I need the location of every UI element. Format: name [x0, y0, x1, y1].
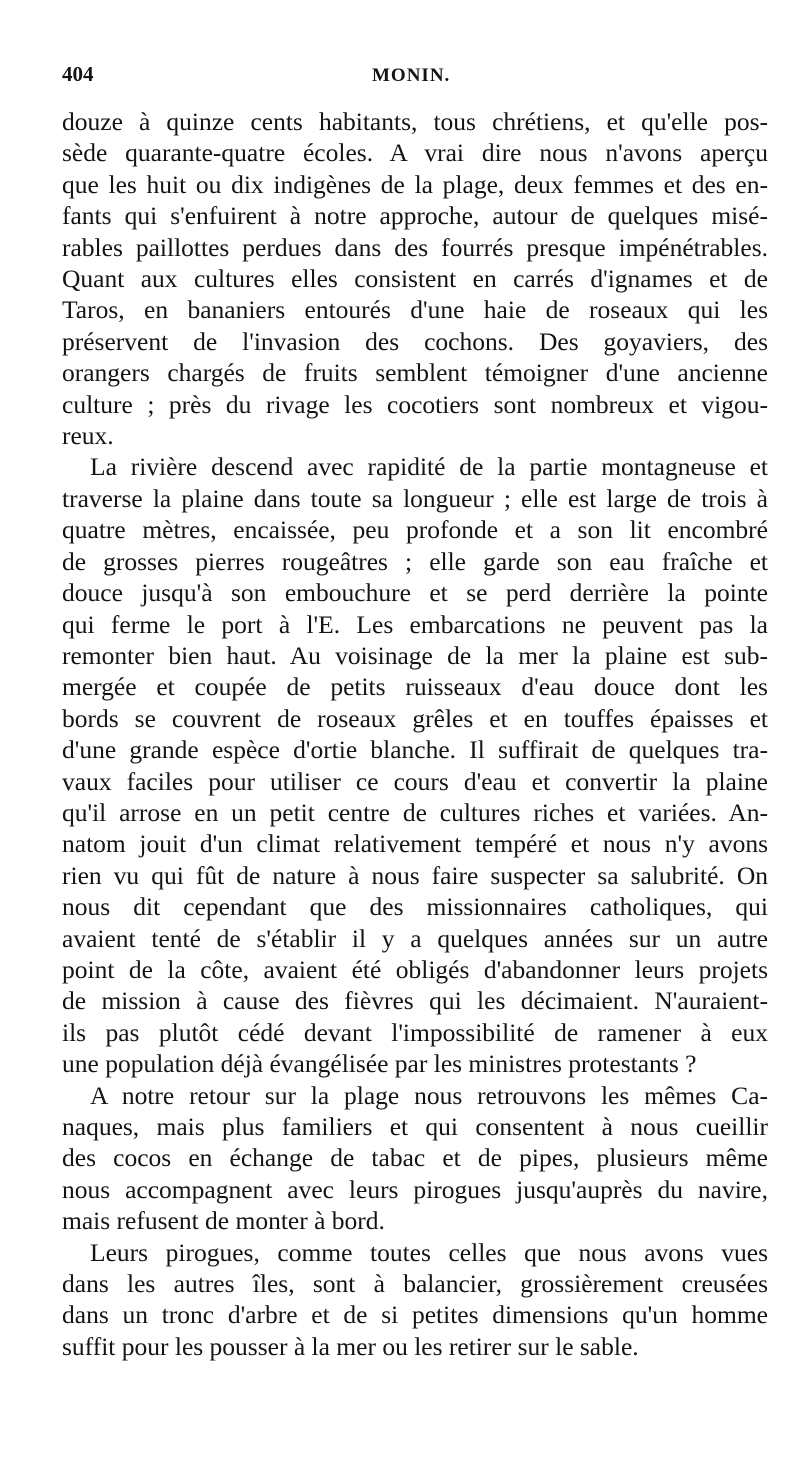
text-line: mais refusent de monter à bord. [62, 1206, 385, 1236]
text-line: ils pas plutôt cédé devant l'impossibilité de ramener à eux [62, 1017, 768, 1047]
text-line: une population déjà évangélisée par les ministres protestants ? [62, 1049, 697, 1079]
text-line: sède quarante-quatre écoles. A vrai dire nous n'avons aperçu [62, 138, 768, 168]
text-line: reux. [62, 421, 114, 451]
text-line: quatre mètres, encaissée, peu profonde et a son lit encombré [62, 515, 768, 545]
paragraph [62, 106, 768, 451]
text-line: de mission à cause des fièvres qui les décimaient. N'auraient- [62, 986, 768, 1016]
paragraph [62, 451, 768, 1079]
text-line: Leurs pirogues, comme toutes celles que nous avons vues [90, 1237, 768, 1267]
running-head: MONIN. [372, 65, 451, 86]
text-line: Taros, en bananiers entourés d'une haie de roseaux qui les [62, 295, 768, 325]
text-line: que les huit ou dix indigènes de la plage, deux femmes et des en- [62, 169, 768, 199]
text-line: A notre retour sur la plage nous retrouvons les mêmes Ca- [90, 1080, 768, 1110]
text-line: naques, mais plus familiers et qui consentent à nous cueillir [62, 1112, 768, 1141]
text-line: traverse la plaine dans toute sa longueur ; elle est large de trois à [62, 483, 768, 513]
text-line: qui ferme le port à l'E. Les embarcations ne peuvent pas la [62, 609, 768, 639]
text-line: préservent de l'invasion des cochons. Des goyaviers, des [62, 326, 768, 356]
text-line: des cocos en échange de tabac et de pipes, plusieurs même [62, 1143, 768, 1173]
text-line: mergée et coupée de petits ruisseaux d'eau douce dont les [62, 672, 768, 702]
text-line: qu'il arrose en un petit centre de cultures riches et variées. An- [62, 797, 768, 827]
text-line: douze à quinze cents habitants, tous chrétiens, et qu'elle pos- [62, 107, 768, 136]
text-line: La rivière descend avec rapidité de la partie montagneuse et [90, 452, 768, 482]
text-line: rien vu qui fût de nature à nous faire suspecter sa salubrité. On [62, 860, 768, 890]
text-line: nous accompagnent avec leurs pirogues jusqu'auprès du navire, [62, 1174, 768, 1204]
page-number: 404 [62, 62, 94, 86]
text-line: suffit pour les pousser à la mer ou les retirer sur le sable. [62, 1331, 639, 1361]
book-page [62, 62, 768, 1362]
text-line: bords se couvrent de roseaux grêles et en touffes épaisses et [62, 703, 768, 733]
text-line: natom jouit d'un climat relativement tempéré et nous n'y avons [62, 829, 768, 859]
text-line: remonter bien haut. Au voisinage de la mer la plaine est sub- [62, 640, 768, 670]
text-line: avaient tenté de s'établir il y a quelques années sur un autre [62, 923, 768, 953]
body-text [62, 106, 768, 1362]
text-line: de grosses pierres rougeâtres ; elle garde son eau fraîche et [62, 546, 768, 576]
text-line: point de la côte, avaient été obligés d'abandonner leurs projets [62, 954, 768, 984]
text-line: vaux faciles pour utiliser ce cours d'eau et convertir la plaine [62, 766, 768, 796]
text-line: douce jusqu'à son embouchure et se perd derrière la pointe [62, 578, 768, 608]
text-line: fants qui s'enfuirent à notre approche, autour de quelques misé- [62, 201, 768, 231]
text-line: nous dit cependant que des missionnaires catholiques, qui [62, 892, 768, 922]
text-line: orangers chargés de fruits semblent témoigner d'une ancienne [62, 358, 768, 388]
text-line: Quant aux cultures elles consistent en carrés d'ignames et de [62, 264, 768, 294]
text-line: d'une grande espèce d'ortie blanche. Il suffirait de quelques tra- [62, 735, 768, 765]
paragraph [62, 1080, 768, 1237]
text-line: dans les autres îles, sont à balancier, grossièrement creusées [62, 1269, 768, 1299]
text-line: dans un tronc d'arbre et de si petites dimensions qu'un homme [62, 1300, 768, 1330]
text-line: rables paillottes perdues dans des fourrés presque impénétrables. [62, 232, 768, 262]
page-header [62, 62, 768, 106]
text-line: culture ; près du rivage les cocotiers sont nombreux et vigou- [62, 389, 768, 419]
paragraph [62, 1237, 768, 1363]
